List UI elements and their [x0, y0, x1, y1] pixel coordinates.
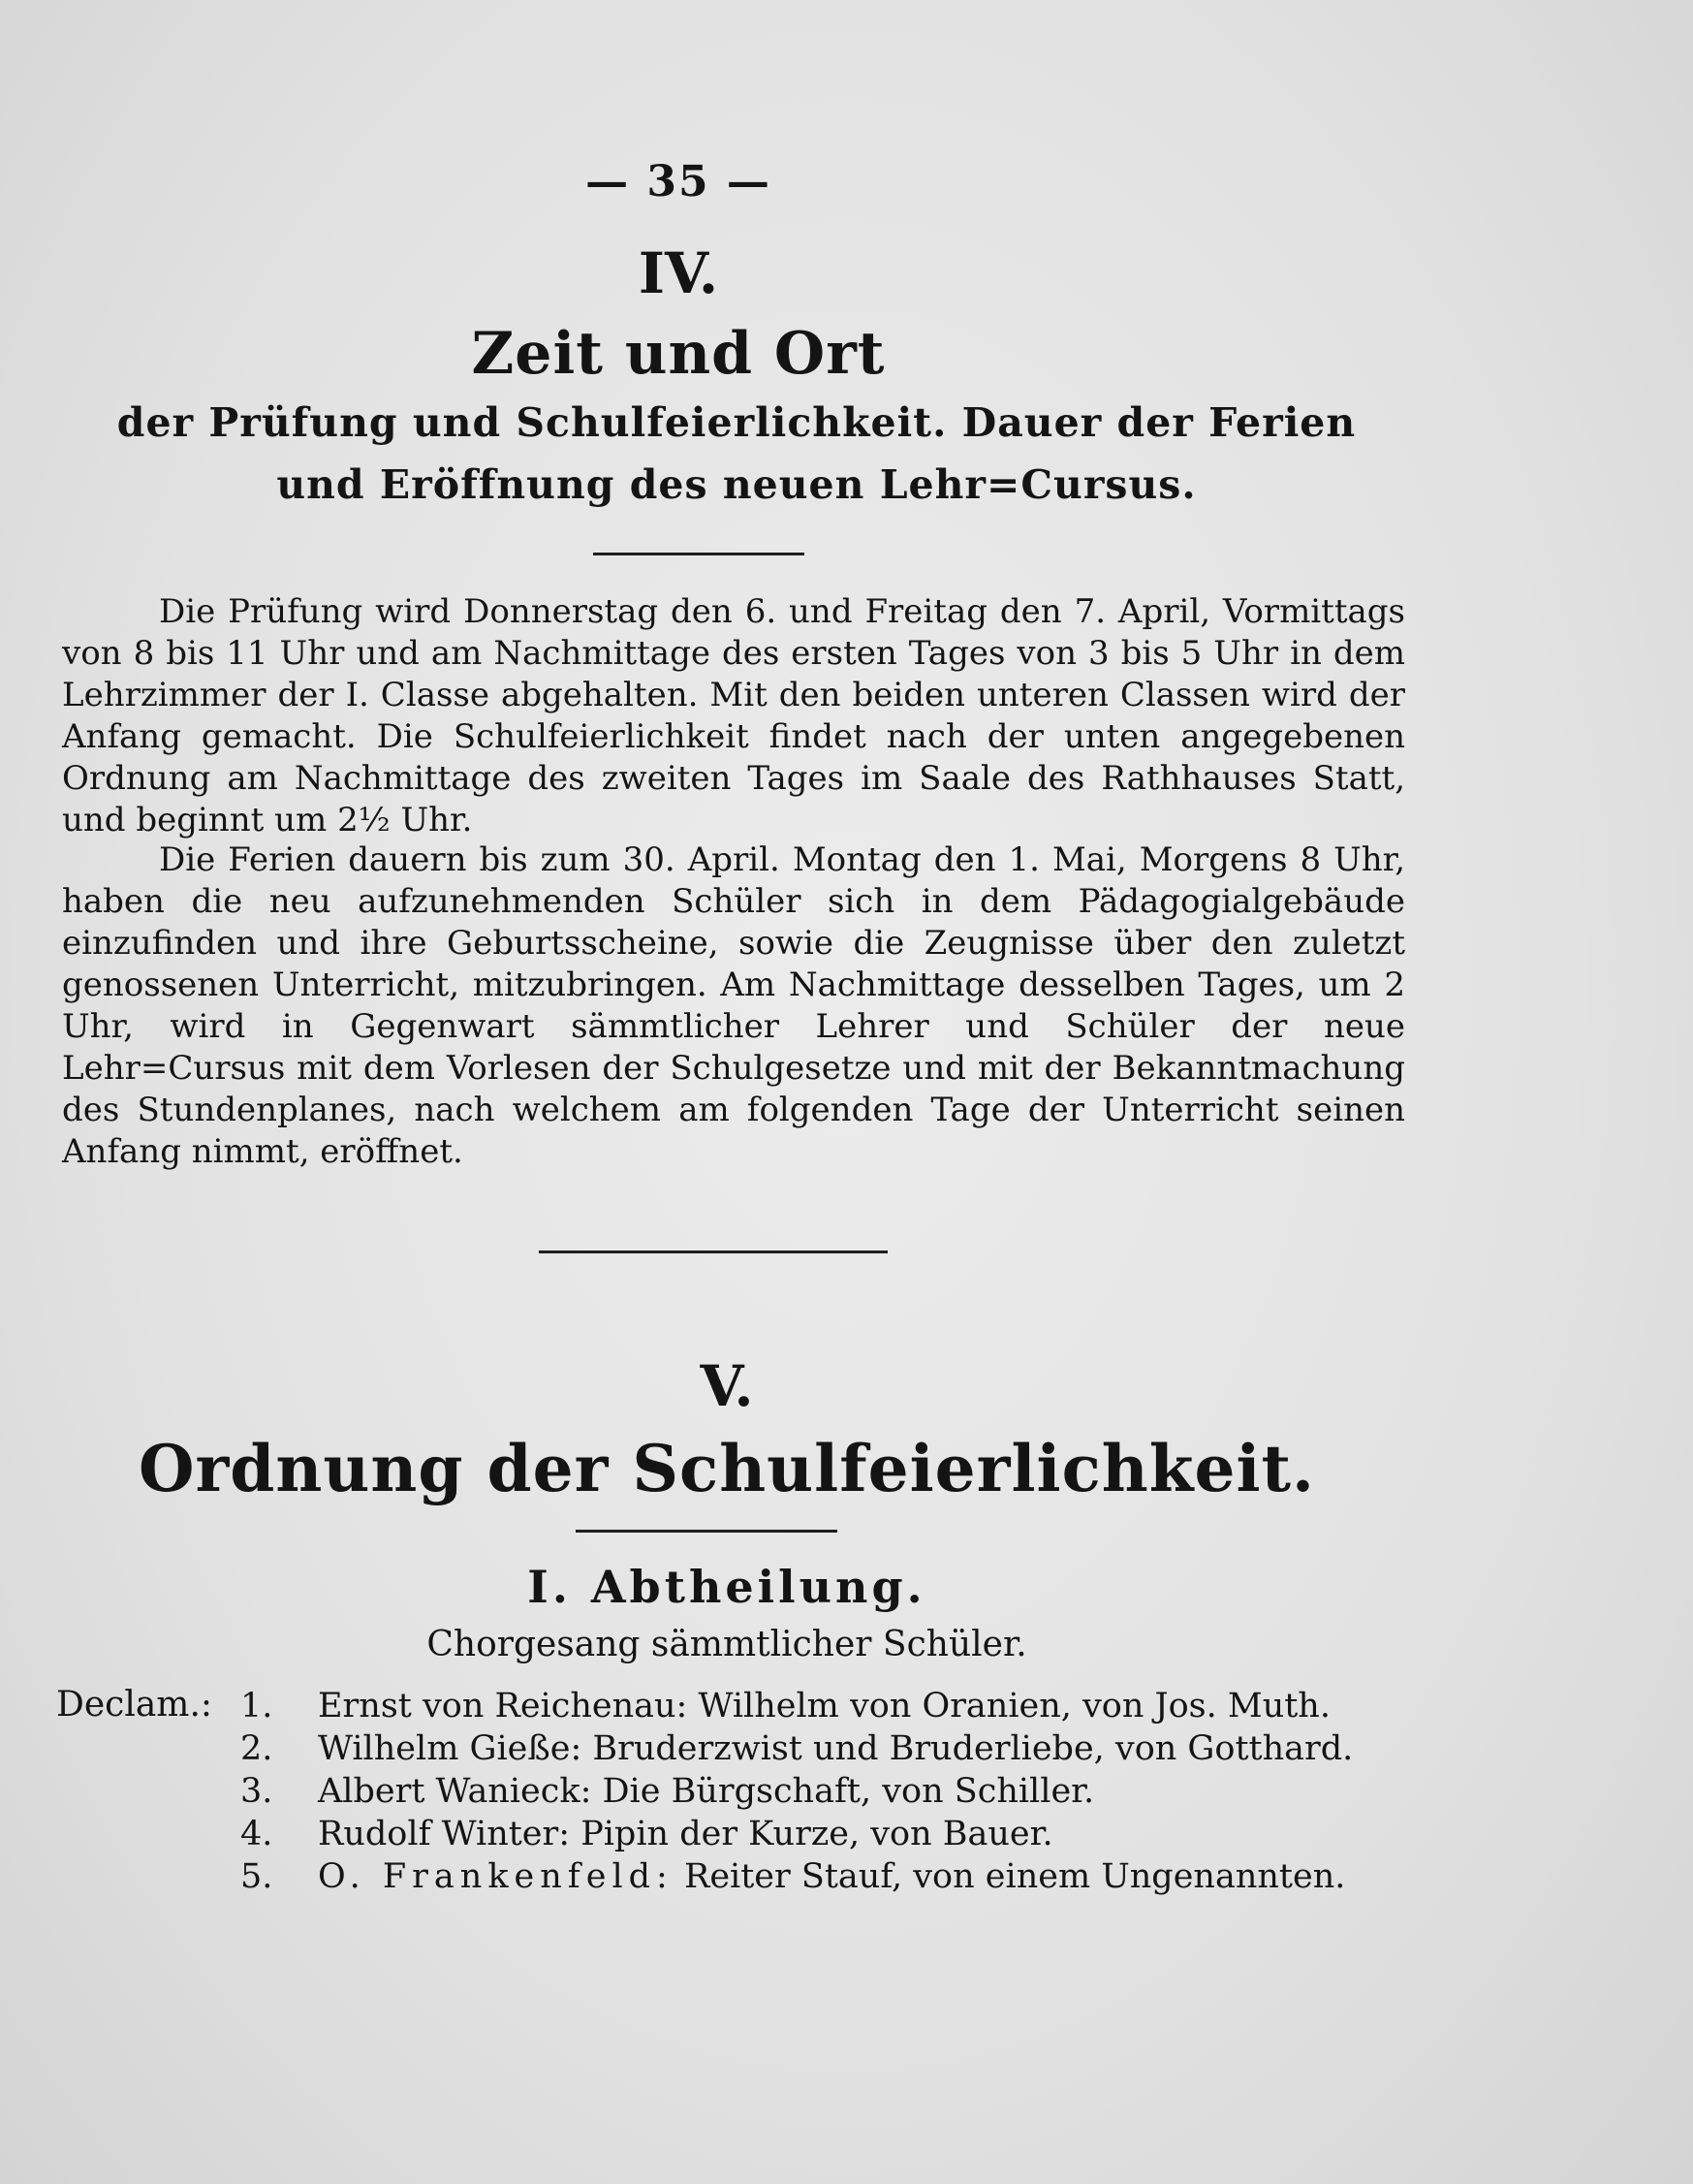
- part-title: I. Abtheilung.: [527, 1561, 926, 1613]
- declamation-label: Declam.:: [56, 1685, 213, 1725]
- work-title: Pipin der Kurze, von Bauer.: [580, 1815, 1053, 1853]
- list-item: [240, 1727, 1353, 1770]
- section-iv-numeral: IV.: [638, 240, 719, 306]
- section-iv-subtitle-line1: der Prüfung und Schulfeierlichkeit. Dauer der Ferien: [116, 399, 1357, 446]
- section-iv-subtitle-line2: und Eröffnung des neuen Lehr=Cursus.: [276, 461, 1197, 508]
- paragraph-ferien: Die Ferien dauern bis zum 30. April. Montag den 1. Mai, Morgens 8 Uhr, haben die neu aufzunehmenden Schüler sich in dem Pädagogialgebäude einzufinden und ihre Geburtsscheine, sowie die Zeugnisse über den zuletzt genossenen Unterricht, mitzubringen. Am Nachmittage desselben Tages, um 2 Uhr, wird in Gegenwart sämmtlicher Lehrer und Schüler der neue Lehr=Cursus mit dem Vorlesen der Schulgesetze und mit der Bekanntmachung des Stundenplanes, nach welchem am folgenden Tage der Unterricht seinen Anfang nimmt, eröffnet.: [62, 840, 1405, 1171]
- performer-name: Ernst von Reichenau:: [318, 1687, 688, 1725]
- section-rule: [593, 553, 804, 555]
- item-number: 1.: [240, 1687, 273, 1725]
- chorus-line: Chorgesang sämmtlicher Schüler.: [426, 1625, 1027, 1664]
- work-title: Wilhelm von Oranien, von Jos. Muth.: [698, 1687, 1331, 1725]
- work-title: Bruderzwist und Bruderliebe, von Gotthard.: [592, 1729, 1354, 1768]
- item-number: 4.: [240, 1815, 273, 1853]
- performer-name: Wilhelm Gieße:: [318, 1729, 582, 1768]
- performer-name: O. Frankenfeld:: [318, 1857, 674, 1896]
- section-v-numeral: V.: [700, 1353, 754, 1419]
- paragraph-pruefung: Die Prüfung wird Donnerstag den 6. und Freitag den 7. April, Vormittags von 8 bis 11 Uhr und am Nachmittage des ersten Tages von 3 bis 5 Uhr in dem Lehrzimmer der I. Classe abgehalten. Mit den beiden unteren Classen wird der Anfang gemacht. Die Schulfeierlichkeit findet nach der unten angegebenen Ordnung am Nachmittage des zweiten Tages im Saale des Rathhauses Statt, und beginnt um 2½ Uhr.: [62, 592, 1405, 839]
- list-item: [240, 1770, 1353, 1813]
- performer-name: Rudolf Winter:: [318, 1815, 571, 1853]
- page-number: — 35 —: [585, 157, 771, 206]
- section-rule: [576, 1530, 837, 1533]
- performer-name: Albert Wanieck:: [318, 1772, 592, 1811]
- list-item: [240, 1685, 1353, 1727]
- item-number: 5.: [240, 1857, 273, 1896]
- work-title: Die Bürgschaft, von Schiller.: [602, 1772, 1095, 1811]
- section-rule: [539, 1250, 888, 1253]
- item-number: 2.: [240, 1729, 273, 1768]
- section-v-title: Ordnung der Schulfeierlichkeit.: [138, 1431, 1316, 1506]
- list-item: [240, 1813, 1353, 1855]
- section-iv-title: Zeit und Ort: [471, 320, 886, 388]
- list-item: [240, 1855, 1353, 1898]
- declamation-list: [240, 1685, 1353, 1898]
- work-title: Reiter Stauf, von einem Ungenannten.: [683, 1857, 1346, 1896]
- item-number: 3.: [240, 1772, 273, 1811]
